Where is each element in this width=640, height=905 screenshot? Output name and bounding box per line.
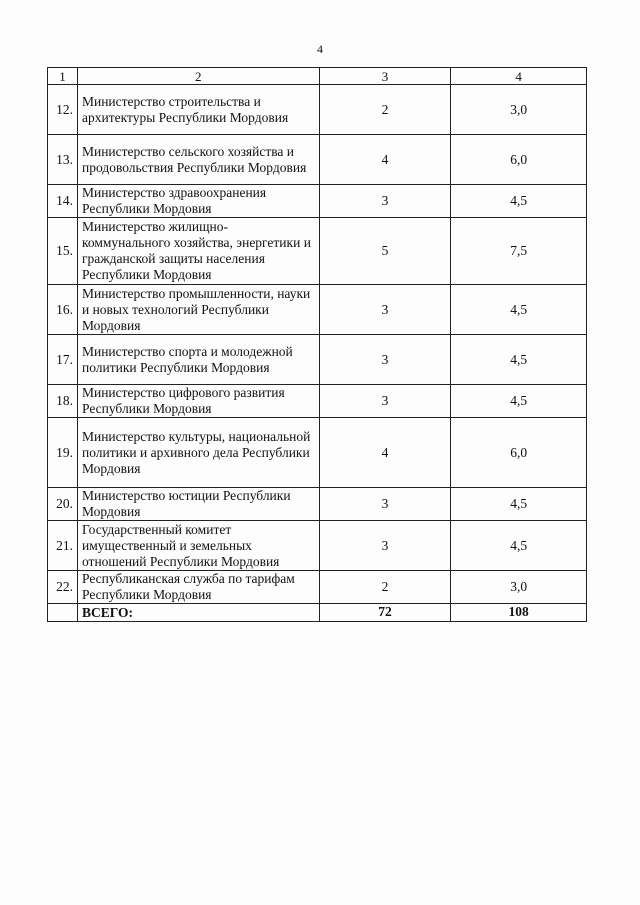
table-row — [48, 571, 587, 604]
header-cell-4: 4 — [451, 68, 587, 85]
value-col4: 7,5 — [451, 218, 587, 285]
value-col4: 4,5 — [451, 185, 587, 218]
row-number: 19. — [48, 418, 78, 488]
table-row — [48, 335, 587, 385]
row-number: 22. — [48, 571, 78, 604]
row-number: 20. — [48, 488, 78, 521]
table-row — [48, 385, 587, 418]
row-number: 12. — [48, 85, 78, 135]
page-number: 4 — [317, 42, 323, 56]
total-empty-cell — [48, 604, 78, 622]
value-col4: 6,0 — [451, 418, 587, 488]
header-cell-2: 2 — [77, 68, 319, 85]
value-col4: 3,0 — [451, 571, 587, 604]
table-row — [48, 285, 587, 335]
table-header-row — [48, 68, 587, 85]
total-row — [48, 604, 587, 622]
value-col4: 4,5 — [451, 521, 587, 571]
ministry-name: Министерство здравоохранения Республики Мордовия — [77, 185, 319, 218]
ministry-name: Министерство жилищно-коммунального хозяйства, энергетики и гражданской защиты населения Республики Мордовия — [77, 218, 319, 285]
table-row — [48, 418, 587, 488]
table-row — [48, 85, 587, 135]
value-col3: 2 — [319, 571, 451, 604]
row-number: 15. — [48, 218, 78, 285]
ministry-name: Министерство юстиции Республики Мордовия — [77, 488, 319, 521]
allocation-table — [47, 67, 587, 622]
value-col3: 5 — [319, 218, 451, 285]
total-label: ВСЕГО: — [77, 604, 319, 622]
row-number: 16. — [48, 285, 78, 335]
total-col3: 72 — [319, 604, 451, 622]
total-col4: 108 — [451, 604, 587, 622]
header-cell-3: 3 — [319, 68, 451, 85]
value-col4: 3,0 — [451, 85, 587, 135]
table-row — [48, 521, 587, 571]
value-col3: 3 — [319, 285, 451, 335]
value-col3: 3 — [319, 335, 451, 385]
ministry-name: Министерство спорта и молодежной политики Республики Мордовия — [77, 335, 319, 385]
row-number: 17. — [48, 335, 78, 385]
value-col3: 3 — [319, 385, 451, 418]
ministry-name: Министерство промышленности, науки и новых технологий Республики Мордовия — [77, 285, 319, 335]
table-row — [48, 218, 587, 285]
value-col4: 4,5 — [451, 285, 587, 335]
row-number: 13. — [48, 135, 78, 185]
header-cell-1: 1 — [48, 68, 78, 85]
table-row — [48, 185, 587, 218]
row-number: 18. — [48, 385, 78, 418]
value-col3: 4 — [319, 418, 451, 488]
ministry-name: Министерство цифрового развития Республики Мордовия — [77, 385, 319, 418]
value-col4: 6,0 — [451, 135, 587, 185]
value-col4: 4,5 — [451, 385, 587, 418]
value-col3: 3 — [319, 521, 451, 571]
table-row — [48, 488, 587, 521]
table-row — [48, 135, 587, 185]
ministry-name: Министерство сельского хозяйства и продовольствия Республики Мордовия — [77, 135, 319, 185]
ministry-name: Республиканская служба по тарифам Республики Мордовия — [77, 571, 319, 604]
row-number: 14. — [48, 185, 78, 218]
ministry-name: Министерство культуры, национальной политики и архивного дела Республики Мордовия — [77, 418, 319, 488]
value-col3: 2 — [319, 85, 451, 135]
ministry-name: Государственный комитет имущественный и земельных отношений Республики Мордовия — [77, 521, 319, 571]
value-col3: 3 — [319, 488, 451, 521]
value-col3: 4 — [319, 135, 451, 185]
value-col3: 3 — [319, 185, 451, 218]
ministry-name: Министерство строительства и архитектуры Республики Мордовия — [77, 85, 319, 135]
row-number: 21. — [48, 521, 78, 571]
value-col4: 4,5 — [451, 488, 587, 521]
value-col4: 4,5 — [451, 335, 587, 385]
